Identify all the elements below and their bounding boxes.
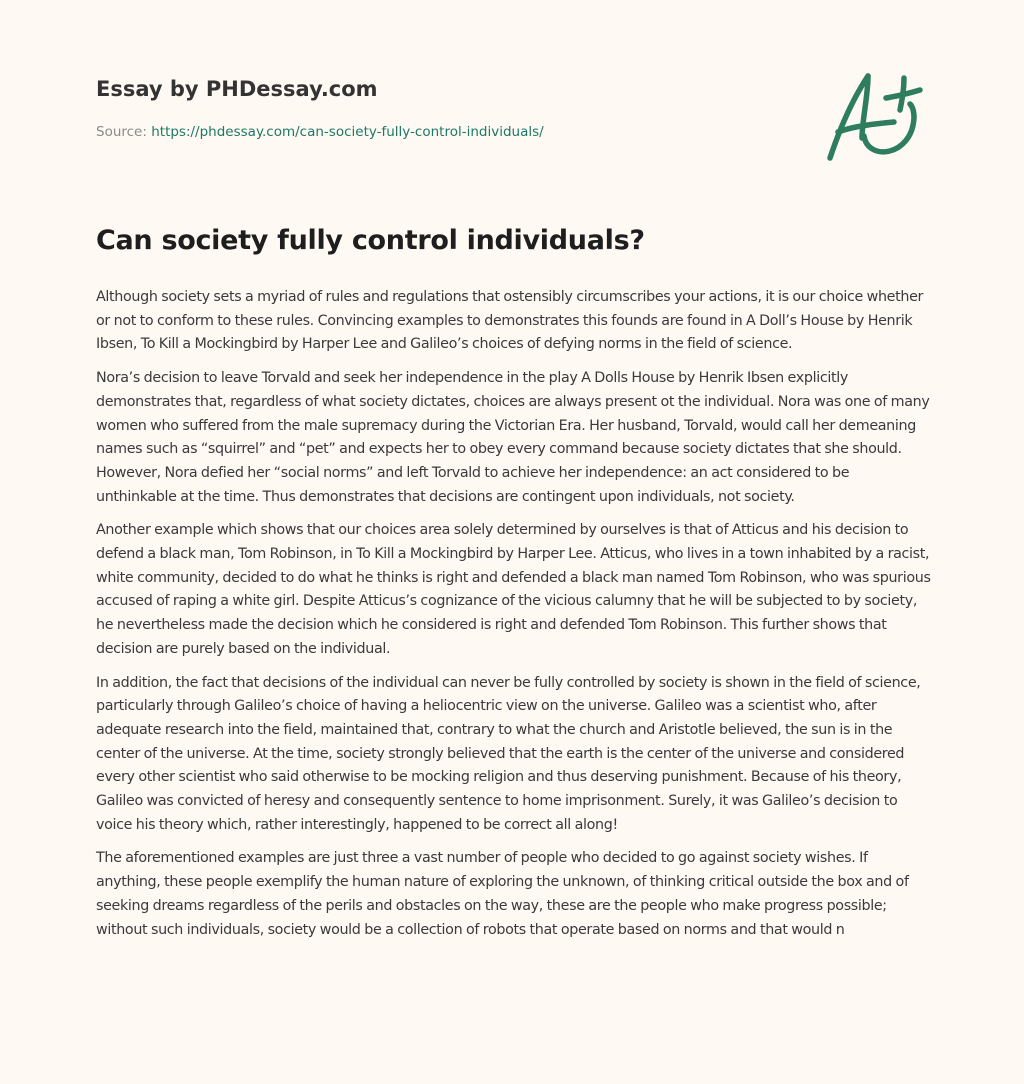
essay-paragraph: In addition, the fact that decisions of the individual can never be fully controlled by society is shown in the field of science, particularly through Galileo’s choice of having a heliocentric view on the universe. Galileo was a scientist who, after adequate research into the field, maintained that, contrary to what the church and Aristotle believed, the sun is in the center of the universe. At the time, society strongly believed that the earth is the center of the universe and considered every other scientist who said otherwise to be mocking religion and thus deserving punishment. Because of his theory, Galileo was convicted of heresy and consequently sentence to home imprisonment. Surely, it was Galileo’s decision to voice his theory which, rather interestingly, happened to be correct all along! xyxy=(96,674,921,833)
source-line xyxy=(96,124,544,140)
essay-paragraph: The aforementioned examples are just three a vast number of people who decided to go against society wishes. If anything, these people exemplify the human nature of exploring the unknown, of thinking critical outside the box and of seeking dreams regardless of the perils and obstacles on the way, these are the people who make progress possible; without such individuals, society would be a collection of robots that operate based on norms and that would n xyxy=(96,850,909,938)
source-link[interactable]: https://phdessay.com/can-society-fully-control-individuals/ xyxy=(151,124,544,140)
essay-title: Can society fully control individuals? xyxy=(96,225,645,256)
essay-paragraph: Although society sets a myriad of rules and regulations that ostensibly circumscribes your actions, it is our choice whether or not to conform to these rules. Convincing examples to demonstrates this founds are found in A Doll’s House by Henrik Ibsen, To Kill a Mockingbird by Harper Lee and Galileo’s choices of defying norms in the field of science. xyxy=(96,289,924,353)
essay-body xyxy=(96,286,932,952)
essay-paragraph: Nora’s decision to leave Torvald and seek her independence in the play A Dolls House by Henrik Ibsen explicitly demonstrates that, regardless of what society dictates, choices are always present ot the individual. Nora was one of many women who suffered from the male supremacy during the Victorian Era. Her husband, Torvald, would call her demeaning names such as “squirrel” and “pet” and expects her to obey every command because society dictates that she should. However, Nora defied her “social norms” and left Torvald to achieve her independence: an act considered to be unthinkable at the time. Thus demonstrates that decisions are contingent upon individuals, not society. xyxy=(96,370,930,505)
a-plus-grade-icon xyxy=(822,66,932,166)
source-label: Source: xyxy=(96,124,152,140)
site-title: Essay by PHDessay.com xyxy=(96,77,378,101)
essay-paragraph: Another example which shows that our choices area solely determined by ourselves is that of Atticus and his decision to defend a black man, Tom Robinson, in To Kill a Mockingbird by Harper Lee. Atticus, who lives in a town inhabited by a racist, white community, decided to do what he thinks is right and defended a black man named Tom Robinson, who was spurious accused of raping a white girl. Despite Atticus’s cognizance of the vicious calumny that he will be subjected to by society, he nevertheless made the decision which he considered is right and defended Tom Robinson. This further shows that decision are purely based on the individual. xyxy=(96,522,931,657)
